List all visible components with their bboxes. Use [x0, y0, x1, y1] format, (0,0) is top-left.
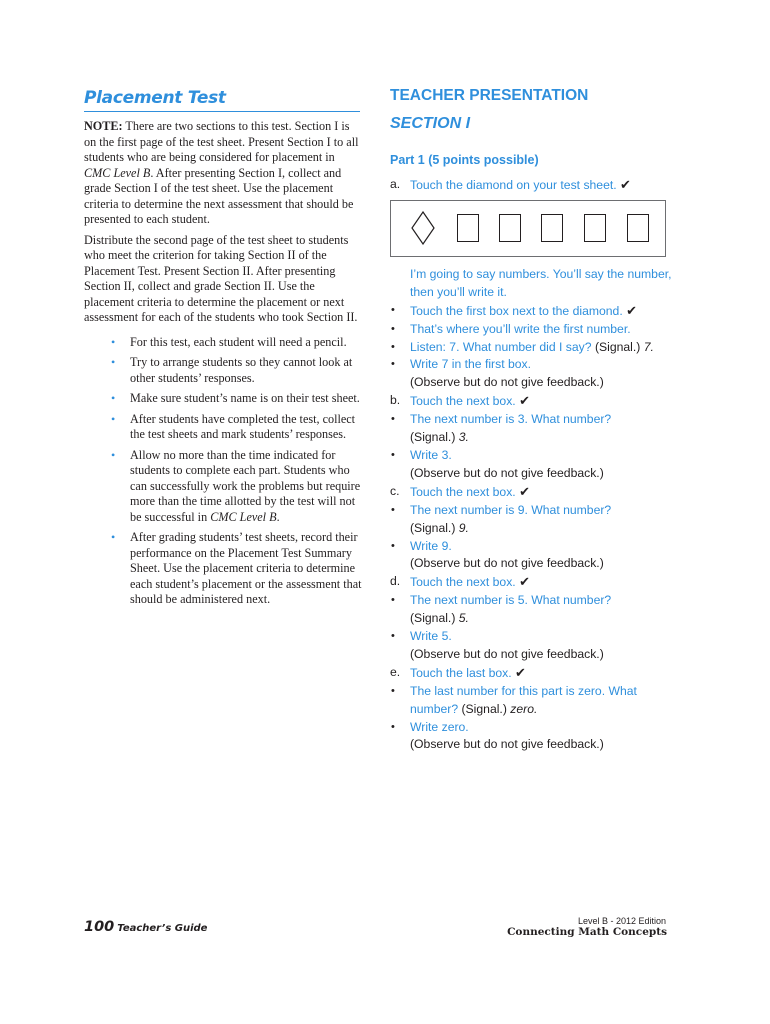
- instruction-list: [84, 335, 362, 608]
- list-item: • Write zero.: [390, 719, 680, 737]
- bullet-icon: •: [111, 391, 116, 405]
- observe-note: (Observe but do not give feedback.): [410, 465, 604, 480]
- observe-note: (Observe but do not give feedback.): [410, 375, 604, 390]
- bullet-icon: •: [111, 355, 116, 369]
- checkmark-icon: ✔: [515, 664, 526, 680]
- note-text-1: There are two sections to this test. Section I is on the first page of the test sheet. Present Section I to all students who are being considered for placement in: [84, 119, 359, 164]
- note-italic: CMC Level B: [84, 165, 151, 180]
- note-label: NOTE:: [84, 119, 123, 133]
- section-heading: SECTION I: [390, 115, 471, 132]
- list-item: • Allow no more than the time indicated for students to complete each part. Students who can successfully work the problems but require more than the time allotted by the test will not be successful in CMC Level B.: [111, 447, 361, 524]
- right-column: [390, 86, 680, 754]
- step-d: d. Touch the next box. ✔: [390, 574, 530, 590]
- teacher-presentation-heading: TEACHER PRESENTATION: [390, 87, 589, 104]
- list-item: • For this test, each student will need a pencil.: [111, 334, 347, 349]
- checkmark-icon: ✔: [620, 177, 631, 192]
- list-item: • Write 7 in the first box.: [390, 356, 680, 374]
- bullet-icon: •: [391, 340, 395, 353]
- list-item: • After students have completed the test, collect the test sheets and mark students’ responses.: [111, 411, 356, 441]
- list-item: • After grading students’ test sheets, record their performance on the Placement Test Summary Sheet. Use the placement criteria to determine each student’s placement or the assessment that should be administered next.: [111, 530, 362, 606]
- bullet-icon: •: [391, 720, 395, 733]
- step-a: a. Touch the diamond on your test sheet. ✔: [390, 177, 631, 192]
- bullet-icon: •: [111, 411, 116, 426]
- page-number: 100: [84, 919, 115, 935]
- list-item: • The next number is 3. What number?: [390, 411, 680, 429]
- answer-box: [541, 214, 563, 242]
- footer-right: [466, 916, 666, 939]
- note-text-2: . After presenting Section I, collect and grade Section I of the test sheet. Use the placement criteria to determine the next assessment that should be presented to each student.: [84, 165, 354, 226]
- bullet-icon: •: [391, 684, 395, 697]
- answer-box: [627, 214, 649, 242]
- bullet-icon: •: [111, 334, 116, 349]
- edition-label: Level B - 2012 Edition: [577, 916, 666, 926]
- note-paragraph: [84, 119, 362, 228]
- signal-response: (Signal.) 9.: [410, 520, 469, 535]
- footer-left: [84, 918, 284, 940]
- distribute-paragraph: Distribute the second page of the test sheet to students who meet the criterion for taking Section II of the Placement Test. Present Section II. After presenting Section II, collect and grade Section II. Use the placement criteria to determine the placement or next assessment for each of the students who took Section II.: [84, 232, 358, 324]
- step-b: b. Touch the next box. ✔: [390, 393, 530, 409]
- bullet-icon: •: [391, 358, 395, 371]
- list-item: • Make sure student’s name is on their test sheet.: [111, 391, 360, 405]
- answer-box-strip: [390, 200, 666, 257]
- checkmark-icon: ✔: [519, 393, 530, 409]
- bullet-icon: •: [391, 630, 395, 643]
- checkmark-icon: ✔: [519, 574, 530, 590]
- answer-box: [457, 214, 479, 242]
- list-item: • The next number is 9. What number?: [390, 502, 680, 520]
- program-title: Connecting Math Concepts: [507, 926, 667, 938]
- left-column: [84, 85, 362, 613]
- list-item: • Listen: 7. What number did I say? (Signal.) 7.: [390, 339, 680, 357]
- answer-box: [499, 214, 521, 242]
- guide-label: Teacher’s Guide: [117, 923, 208, 934]
- list-item: • Write 3.: [390, 447, 680, 465]
- list-item: • The last number for this part is zero. What number? (Signal.) zero.: [391, 683, 637, 716]
- list-item: • Try to arrange students so they cannot look at other students’ responses.: [111, 355, 353, 385]
- signal-response: (Signal.) 3.: [410, 430, 469, 445]
- checkmark-icon: ✔: [519, 483, 530, 499]
- bullet-icon: •: [111, 530, 116, 544]
- title-rule: [84, 111, 360, 112]
- bullet-icon: •: [391, 303, 395, 316]
- list-item: • That’s where you’ll write the first number.: [390, 321, 680, 339]
- bullet-icon: •: [391, 503, 395, 516]
- observe-note: (Observe but do not give feedback.): [410, 556, 604, 571]
- part-heading: Part 1 (5 points possible): [390, 153, 539, 167]
- bullet-icon: •: [391, 413, 395, 426]
- checkmark-icon: ✔: [626, 302, 638, 318]
- bullet-icon: •: [111, 447, 116, 462]
- list-item: • Touch the first box next to the diamond. ✔: [391, 302, 638, 318]
- page-title: Placement Test: [84, 88, 226, 108]
- list-item: • Write 9.: [390, 538, 680, 556]
- bullet-icon: •: [391, 539, 395, 552]
- diamond-icon: [411, 211, 435, 245]
- signal-response: (Signal.) 5.: [410, 611, 469, 626]
- list-item: • The next number is 5. What number?: [390, 592, 680, 610]
- step-c: c. Touch the next box. ✔: [390, 483, 530, 499]
- intro-text: I’m going to say numbers. You’ll say the number, then you’ll write it.: [410, 266, 672, 299]
- bullet-icon: •: [391, 448, 395, 461]
- observe-note: (Observe but do not give feedback.): [410, 646, 604, 661]
- observe-note: (Observe but do not give feedback.): [410, 737, 604, 752]
- answer-box: [584, 214, 606, 242]
- list-item: • Write 5.: [390, 628, 680, 646]
- bullet-icon: •: [391, 322, 395, 335]
- bullet-icon: •: [391, 594, 395, 607]
- step-e: e. Touch the last box. ✔: [390, 664, 526, 680]
